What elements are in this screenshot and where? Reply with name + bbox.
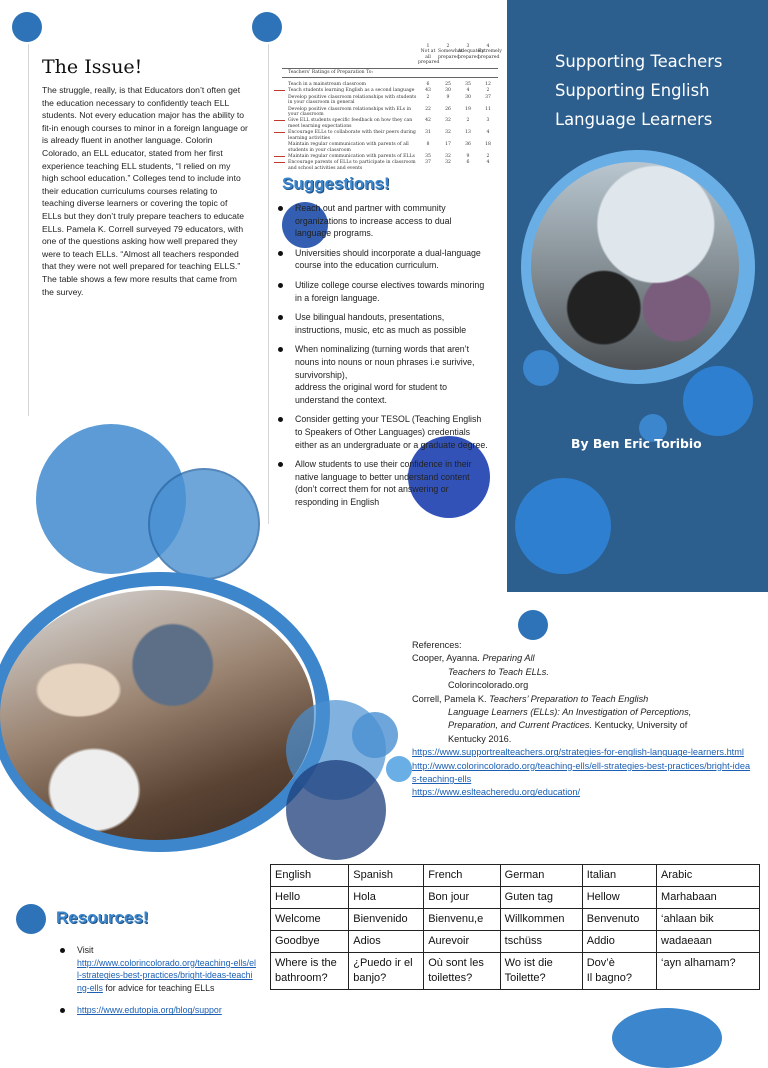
language-row xyxy=(271,931,760,953)
survey-cell: 4 xyxy=(486,130,490,136)
survey-cell: 37 xyxy=(485,94,491,100)
survey-cell: 17 xyxy=(445,142,451,148)
reference-author: Correll, Pamela K. xyxy=(412,693,487,704)
survey-cell: 9 xyxy=(446,94,450,100)
survey-row xyxy=(282,88,498,93)
resource-link[interactable]: https://www.edutopia.org/blog/suppor xyxy=(77,1005,222,1016)
survey-cell: 32 xyxy=(445,160,451,166)
decor-circle-small xyxy=(12,12,42,42)
survey-row-label: Maintain regular communication with parents of ELLs xyxy=(288,153,415,159)
cover-panel xyxy=(507,0,768,592)
survey-col-header: 3 Adequately prepared xyxy=(458,44,485,60)
suggestion-item: When nominalizing (turning words that aren’t nouns into nouns or noun phrases i.e surivive, survivorship), address the original word for student to understand the context. xyxy=(276,343,490,406)
survey-cell: 35 xyxy=(465,82,471,88)
survey-cell: 30 xyxy=(445,88,451,94)
suggestion-item: Consider getting your TESOL (Teaching English to Speakers of Other Languages) credentials either as an undergraduate or a graduate degree. xyxy=(276,413,490,451)
language-header-row xyxy=(271,865,760,887)
panel-divider xyxy=(268,44,269,524)
survey-row-label: Teach in a mainstream classroom xyxy=(288,82,367,88)
decor-circle-large xyxy=(148,468,260,580)
suggestions-list xyxy=(276,202,490,515)
resource-link[interactable]: http://www.colorincolorado.org/teaching-ells/ell-strategies-best-practices/bright-ideas-teaching-ells xyxy=(77,957,256,993)
reference-link[interactable]: https://www.eslteacheredu.org/education/ xyxy=(412,787,581,798)
survey-cell: 19 xyxy=(465,106,471,112)
language-cell: Hello xyxy=(271,887,349,909)
language-cell: ¿Puedo ir el banjo? xyxy=(349,953,424,990)
survey-cell: 35 xyxy=(425,153,431,159)
survey-row-label: Maintain regular communication with parents of all students in your classroom xyxy=(288,142,409,153)
resources-title: Resources! xyxy=(56,908,149,927)
references-heading: References: xyxy=(412,640,462,650)
reference-author: Cooper, Ayanna. xyxy=(412,653,480,664)
decor-circle xyxy=(352,712,398,758)
survey-cell: 2 xyxy=(426,94,430,100)
language-row xyxy=(271,887,760,909)
resource-suffix: for advice for teaching ELLs xyxy=(105,982,215,993)
survey-cell: 26 xyxy=(445,106,451,112)
language-cell: Addio xyxy=(582,931,656,953)
survey-row-label: Give ELL students specific feedback on how they can meet learning expectations xyxy=(288,118,413,129)
language-cell: Bienvenu,e xyxy=(424,909,500,931)
survey-cell: 43 xyxy=(425,88,431,94)
reference-entry xyxy=(412,652,752,665)
survey-cell: 11 xyxy=(485,106,491,112)
survey-cell: 36 xyxy=(465,142,471,148)
issue-title: The Issue! xyxy=(42,56,143,78)
reference-title: Teachers to Teach ELLs. xyxy=(448,666,549,677)
survey-cell: 2 xyxy=(486,153,490,159)
language-cell: Hellow xyxy=(582,887,656,909)
decor-circle-small xyxy=(518,610,548,640)
language-row xyxy=(271,909,760,931)
language-header-cell: French xyxy=(424,865,500,887)
language-cell: Où sont les toilettes? xyxy=(424,953,500,990)
survey-row xyxy=(282,107,498,118)
survey-cell: 2 xyxy=(486,88,490,94)
survey-rows xyxy=(282,82,498,171)
survey-cell: 2 xyxy=(466,118,470,124)
language-header-cell: English xyxy=(271,865,349,887)
language-header-cell: German xyxy=(500,865,582,887)
language-cell: Adios xyxy=(349,931,424,953)
reference-publisher: Kentucky, University of xyxy=(594,720,688,731)
suggestions-title: Suggestions! xyxy=(282,174,390,193)
survey-cell: 18 xyxy=(485,142,491,148)
survey-cell: 6 xyxy=(426,82,430,88)
decor-circle xyxy=(286,760,386,860)
resource-prefix: Visit xyxy=(77,945,94,955)
classroom-photo xyxy=(531,162,739,370)
decor-circle xyxy=(523,350,559,386)
decor-circle-small xyxy=(252,12,282,42)
reference-cont xyxy=(412,706,752,719)
suggestion-item: Reach out and partner with community organizations to increase access to dual language programs. xyxy=(276,202,490,240)
language-header-cell: Spanish xyxy=(349,865,424,887)
reference-link[interactable]: http://www.colorincolorado.org/teaching-ells/ell-strategies-best-practices/bright-ideas-teaching-ells xyxy=(412,760,751,785)
survey-cell: 6 xyxy=(466,160,470,166)
language-cell: Guten tag xyxy=(500,887,582,909)
language-cell: Benvenuto xyxy=(582,909,656,931)
survey-header xyxy=(282,44,502,66)
decor-circle-small xyxy=(16,904,46,934)
survey-cell: 4 xyxy=(486,160,490,166)
highlight-mark xyxy=(274,90,285,91)
language-cell: wadaeaan xyxy=(657,931,760,953)
reference-link-row xyxy=(412,760,752,787)
survey-cell: 25 xyxy=(445,82,451,88)
cover-title-line: Language Learners xyxy=(555,110,713,129)
survey-cell: 30 xyxy=(465,94,471,100)
reference-cont xyxy=(412,666,752,679)
survey-cell: 42 xyxy=(425,118,431,124)
survey-col-header: 1 Not at all prepared xyxy=(418,44,440,66)
survey-cell: 3 xyxy=(486,118,490,124)
language-cell: Willkommen xyxy=(500,909,582,931)
resource-item xyxy=(58,1004,256,1017)
survey-row-label: Develop positive classroom relationships with students in your classroom in general xyxy=(288,94,417,106)
resources-list xyxy=(58,944,256,1027)
survey-row xyxy=(282,118,498,129)
highlight-mark xyxy=(274,120,285,121)
survey-cell: 37 xyxy=(425,160,431,166)
language-cell: ‘ahlaan bik xyxy=(657,909,760,931)
suggestion-item: Utilize college course electives towards minoring in a foreign language. xyxy=(276,279,490,304)
reference-cont: Colorincolorado.org xyxy=(448,680,529,691)
survey-col-header: 4 Extremely prepared xyxy=(478,44,502,60)
decor-circle xyxy=(515,478,611,574)
survey-cell: 32 xyxy=(445,153,451,159)
survey-cell: 22 xyxy=(425,106,431,112)
survey-cell: 9 xyxy=(466,153,470,159)
language-cell: Bon jour xyxy=(424,887,500,909)
issue-body: The struggle, really, is that Educators don’t often get the education necessary to confidently teach ELL students. Not every education major has the ability to fit-in enough courses to minor in a foreign language or is already fluent in another language. Colorin Colorado, an ELL educator, stated from her first experience teaching ELL students, “I relied on my high school education.” Colleges tend to include into their education curriculums courses relating to teaching diverse learners or covering the topic of ELLs but they don’t truly prepare teachers to educate ELLs. Pamela K. Correll surveyed 79 educators, with one of the questions asking how well prepared they were to teach ELLs. “Almost all teachers responded that they were not well prepared for teaching ELLS.” The table shows a few more results that came from the survey. xyxy=(42,85,248,297)
survey-col-header: 2 Somewhat prepared xyxy=(438,44,463,60)
reference-title: Teachers’ Preparation to Teach English xyxy=(489,693,649,704)
survey-cell: 8 xyxy=(426,142,430,148)
survey-row xyxy=(282,154,498,159)
decor-circle xyxy=(612,1008,722,1068)
reference-entry xyxy=(412,693,752,706)
language-cell: Aurevoir xyxy=(424,931,500,953)
survey-cell: 13 xyxy=(465,130,471,136)
language-cell: Marhabaan xyxy=(657,887,760,909)
cover-title-line: Supporting Teachers xyxy=(555,52,723,71)
reference-cont xyxy=(412,719,752,732)
survey-row-label: Develop positive classroom relationships with ELs in your classroom xyxy=(288,106,412,118)
reference-title: Preparing All xyxy=(482,653,535,664)
survey-row xyxy=(282,82,498,87)
resource-item xyxy=(58,944,256,994)
language-cell: Hola xyxy=(349,887,424,909)
decor-circle xyxy=(386,756,412,782)
survey-table xyxy=(282,44,502,172)
language-cell: tschüss xyxy=(500,931,582,953)
survey-row xyxy=(282,142,498,153)
language-cell: Bienvenido xyxy=(349,909,424,931)
highlight-mark xyxy=(274,156,285,157)
decor-circle xyxy=(683,366,753,436)
suggestion-item: Use bilingual handouts, presentations, instructions, music, etc as much as possible xyxy=(276,311,490,336)
language-cell: Goodbye xyxy=(271,931,349,953)
survey-row xyxy=(282,95,498,106)
references xyxy=(412,639,752,800)
suggestion-item: Universities should incorporate a dual-language course into the education curriculum. xyxy=(276,247,490,272)
cover-title-line: Supporting English xyxy=(555,81,710,100)
author-name: By Ben Eric Toribio xyxy=(571,436,702,451)
survey-row-label: Encourage parents of ELLs to participate in classroom and school activities and events xyxy=(288,160,416,171)
reference-link-row xyxy=(412,786,752,799)
language-header-cell: Italian xyxy=(582,865,656,887)
reference-title: Language Learners (ELLs): An Investigation of Perceptions, xyxy=(448,707,692,718)
language-cell: Welcome xyxy=(271,909,349,931)
survey-caption: Teachers' Ratings of Preparation To: xyxy=(282,68,498,78)
survey-cell: 31 xyxy=(425,130,431,136)
suggestion-item: Allow students to use their confidence in their native language to better understand content (don’t correct them for not answering or responding in English xyxy=(276,458,490,508)
language-cell: ‘ayn alhamam? xyxy=(657,953,760,990)
language-row xyxy=(271,953,760,990)
reference-title: Preparation, and Current Practices. xyxy=(448,720,593,731)
survey-cell: 12 xyxy=(485,82,491,88)
language-phrase-table xyxy=(270,864,760,990)
language-cell: Where is the bathroom? xyxy=(271,953,349,990)
survey-cell: 32 xyxy=(445,118,451,124)
highlight-mark xyxy=(274,162,285,163)
highlight-mark xyxy=(274,132,285,133)
reference-link-row xyxy=(412,746,752,759)
panel-divider xyxy=(28,44,29,416)
language-cell: Wo ist die Toilette? xyxy=(500,953,582,990)
survey-cell: 4 xyxy=(466,88,470,94)
reference-link[interactable]: https://www.supportrealteachers.org/strategies-for-english-language-learners.html xyxy=(412,747,744,758)
survey-row-label: Encourage ELLs to collaborate with their peers during learning activities xyxy=(288,130,416,141)
survey-row xyxy=(282,130,498,141)
language-header-cell: Arabic xyxy=(657,865,760,887)
language-cell: Dov’è Il bagno? xyxy=(582,953,656,990)
survey-row-label: Teach students learning English as a second language xyxy=(288,88,415,94)
survey-row xyxy=(282,160,498,171)
survey-cell: 32 xyxy=(445,130,451,136)
meeting-photo xyxy=(0,590,314,840)
reference-cont: Kentucky 2016. xyxy=(448,733,512,744)
